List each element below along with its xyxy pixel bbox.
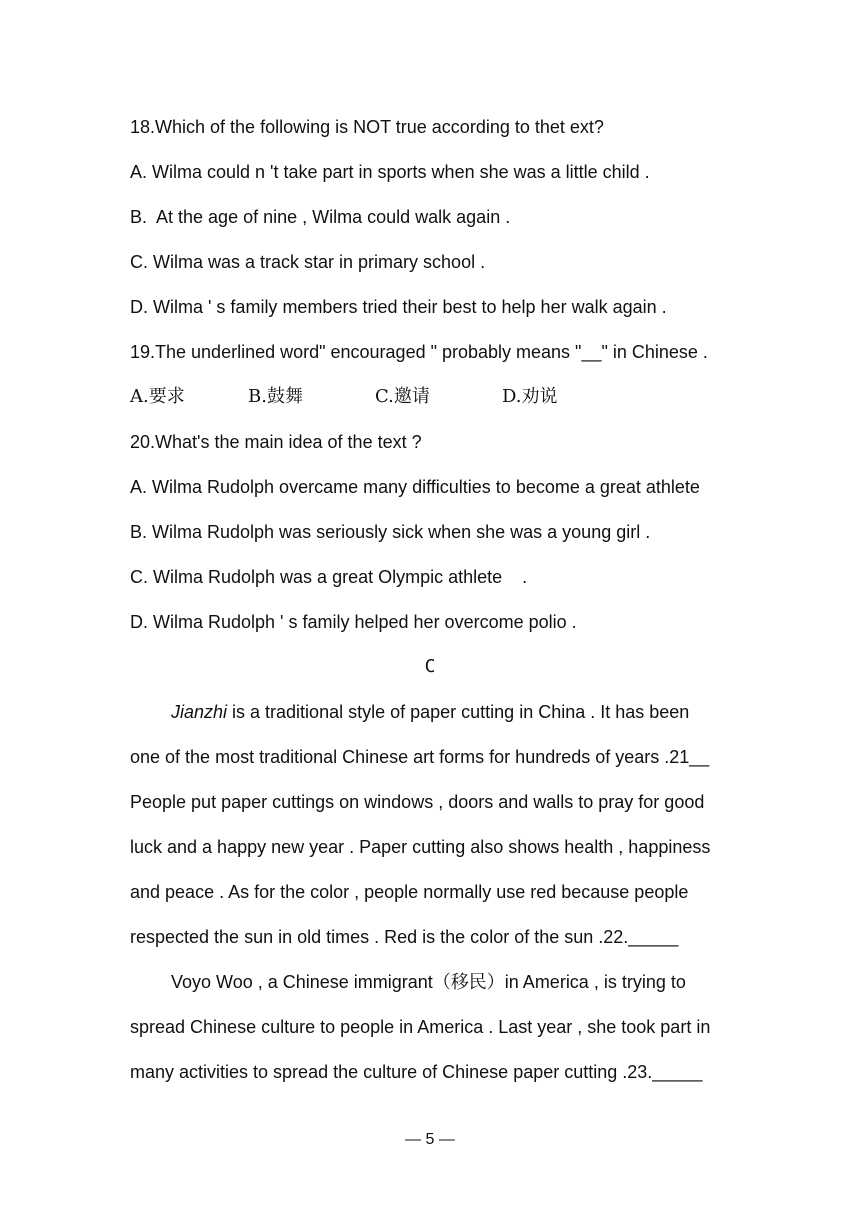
passage-p1-line1 [171, 700, 689, 724]
passage-p1-line3: People put paper cuttings on windows , doors and walls to pray for good [130, 792, 705, 812]
q20-option-c: C. Wilma Rudolph was a great Olympic athlete . [130, 567, 528, 587]
page-number: — 5 — [405, 1131, 455, 1148]
q19-question: 19.The underlined word" encouraged " probably means "__" in Chinese . [130, 342, 708, 362]
passage-p2-line2: spread Chinese culture to people in America . Last year , she took part in [130, 1017, 711, 1037]
q19-option-d: D.劝说 [502, 386, 558, 407]
q18-option-d: D. Wilma ' s family members tried their best to help her walk again . [130, 297, 667, 317]
q20-option-d: D. Wilma Rudolph ' s family helped her overcome polio . [130, 612, 577, 632]
passage-term: Jianzhi [171, 702, 228, 722]
q19-option-c: C.邀请 [375, 386, 430, 407]
q20-option-b: B. Wilma Rudolph was seriously sick when she was a young girl . [130, 522, 651, 542]
q20-question: 20.What's the main idea of the text ? [130, 432, 422, 452]
q18-option-b: B. At the age of nine , Wilma could walk again . [130, 207, 511, 227]
passage-p2-line1: Voyo Woo , a Chinese immigrant（移民）in America , is trying to [171, 972, 686, 992]
q19-option-b: B.鼓舞 [248, 386, 303, 407]
passage-p1-line4: luck and a happy new year . Paper cutting also shows health , happiness [130, 837, 711, 857]
passage-p2-line3: many activities to spread the culture of Chinese paper cutting .23._____ [130, 1062, 703, 1082]
passage-p1-line2: one of the most traditional Chinese art forms for hundreds of years .21__ [130, 747, 710, 767]
passage-p1-line5: and peace . As for the color , people normally use red because people [130, 882, 689, 902]
passage-p1-line6: respected the sun in old times . Red is the color of the sun .22._____ [130, 927, 679, 947]
section-heading: C [424, 656, 436, 677]
q20-option-a: A. Wilma Rudolph overcame many difficulties to become a great athlete [130, 477, 700, 497]
passage-p1-line1-rest: is a traditional style of paper cutting in China . It has been [227, 702, 690, 722]
q18-question: 18.Which of the following is NOT true according to thet ext? [130, 117, 604, 137]
q18-option-c: C. Wilma was a track star in primary school . [130, 252, 486, 272]
q19-option-a: A.要求 [130, 386, 185, 407]
q18-option-a: A. Wilma could n 't take part in sports when she was a little child . [130, 162, 650, 182]
